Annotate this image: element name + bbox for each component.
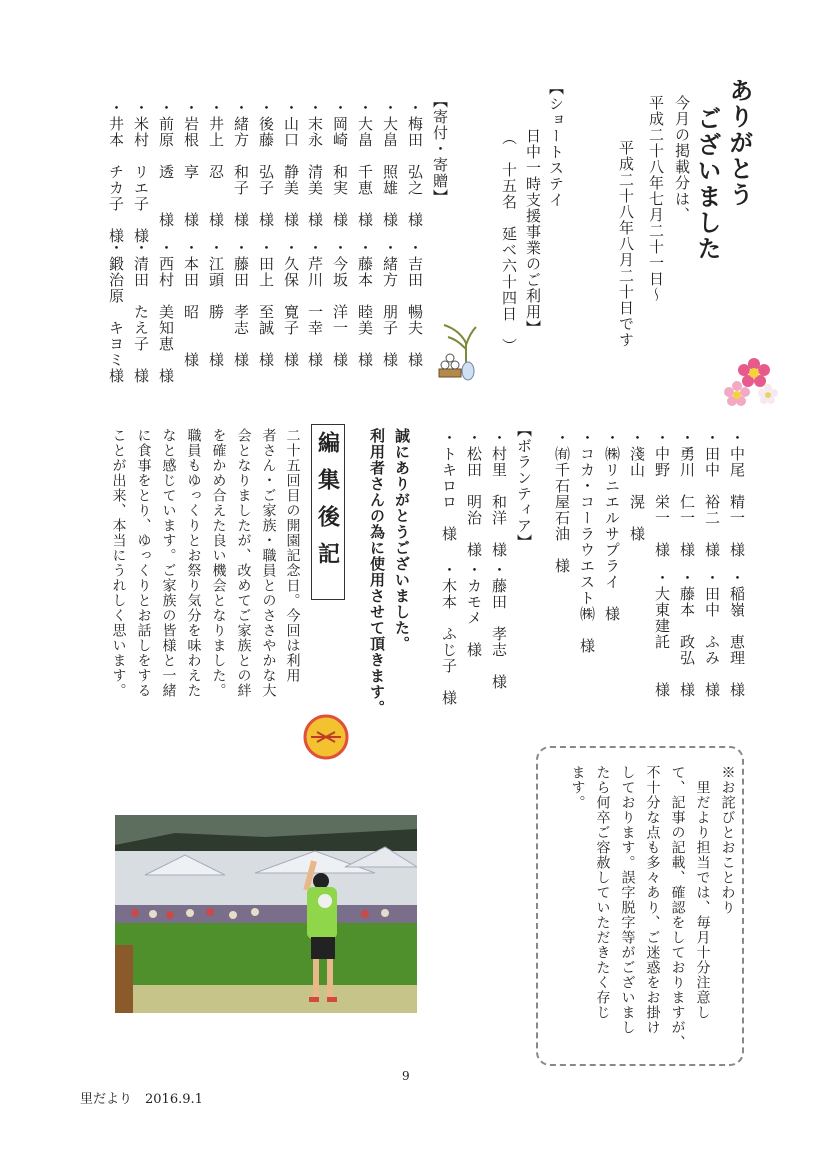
list-item: ・大畠 照雄 様 xyxy=(381,100,399,228)
list-item: ・㈲千石屋石油 様 xyxy=(553,430,571,574)
volunteer-heading: 【ボランティア】 xyxy=(515,422,533,550)
notice-line: 里だより担当では、毎月十分注意し xyxy=(694,765,711,1020)
list-item: ・江頭 勝 様 xyxy=(207,240,225,368)
page-number: 9 xyxy=(402,1069,410,1083)
intro-line: 今月の掲載分は、 xyxy=(673,95,691,223)
notice-line: しております。誤字脱字等がございまし xyxy=(619,765,636,1035)
list-item: ・藤本 政弘 様 xyxy=(678,570,696,698)
intro-line: 平成二十八年七月二十一日～ xyxy=(647,95,665,303)
list-item: ・田中 ふみ 様 xyxy=(703,570,721,698)
notice-line: たら何卒ご容赦していただきたく存じ xyxy=(594,765,611,1020)
short-stay-line: （ 十五名 延べ六十四日 ） xyxy=(500,130,518,354)
editor-line: を確かめ合えた良い機会となりました。 xyxy=(210,428,227,698)
notice-line: ます。 xyxy=(569,765,586,810)
list-item: ・㈱リニエルサプライ 様 xyxy=(603,430,621,622)
list-item: ・藤田 孝志 様 xyxy=(490,562,508,690)
event-photo xyxy=(115,815,417,1013)
list-item: ・清田 たえ子 様 xyxy=(132,240,150,384)
editor-heading-box xyxy=(311,424,345,600)
notice-line: ※お詫びとおことわり xyxy=(719,765,736,915)
list-item: ・田上 至誠 様 xyxy=(257,240,275,368)
notice-line: て、記事の記載、確認をしておりますが、 xyxy=(669,765,686,1050)
intro-line: 平成二十八年八月二十日です xyxy=(617,140,635,348)
footer-text: 里だより 2016.9.1 xyxy=(80,1092,203,1107)
emblem-icon xyxy=(303,714,349,760)
editor-line: ことが出来、本当にうれしく思います。 xyxy=(110,428,127,698)
list-item: ・山口 静美 様 xyxy=(282,100,300,228)
list-item: ・井上 忍 様 xyxy=(207,100,225,228)
list-item: ・岩根 享 様 xyxy=(182,100,200,228)
list-item: ・松田 明治 様 xyxy=(465,430,483,558)
list-item: ・緒方 和子 様 xyxy=(232,100,250,228)
editor-line: に食事をとり、ゆっくりとお話しをする xyxy=(135,428,152,698)
list-item: ・緒方 朋子 様 xyxy=(381,240,399,368)
list-item: ・中野 栄一 様 xyxy=(653,430,671,558)
list-item: ・大東建託 様 xyxy=(653,570,671,698)
list-item: ・勇川 仁一 様 xyxy=(678,430,696,558)
editor-line: 者さん・ご家族・職員とのささやかな大 xyxy=(260,428,277,698)
list-item: ・淺山 滉 様 xyxy=(628,430,646,542)
list-item: ・末永 清美 様 xyxy=(306,100,324,228)
list-item: ・米村 リエ子 様 xyxy=(132,100,150,244)
list-item: ・岡崎 和実 様 xyxy=(331,100,349,228)
notice-line: 不十分な点も多々あり、ご迷惑をお掛け xyxy=(644,765,661,1035)
short-stay-heading: 【ショートステイ xyxy=(547,80,565,208)
list-item: ・カモメ 様 xyxy=(465,562,483,658)
list-item: ・鍛治原 キヨミ様 xyxy=(107,240,125,384)
list-item: ・吉田 暢夫 様 xyxy=(406,240,424,368)
editor-line: 二十五回目の開園記念日。今回は利用 xyxy=(284,428,301,683)
list-item: ・コカ・コーラウエスト㈱ 様 xyxy=(578,430,596,654)
list-item: ・藤本 睦美 様 xyxy=(356,240,374,368)
list-item: ・後藤 弘子 様 xyxy=(257,100,275,228)
list-item: ・木本 ふじ子 様 xyxy=(440,562,458,706)
list-item: ・大畠 千恵 様 xyxy=(356,100,374,228)
list-item: ・村里 和洋 様 xyxy=(490,430,508,558)
editor-line: 会となりましたが、改めてご家族との絆 xyxy=(235,428,252,698)
tsukimi-dango-icon xyxy=(436,323,478,381)
list-item: ・梅田 弘之 様 xyxy=(406,100,424,228)
list-item: ・西村 美知恵 様 xyxy=(157,240,175,384)
list-item: ・久保 寛子 様 xyxy=(282,240,300,368)
list-item: ・中尾 精一 様 xyxy=(728,430,746,558)
page-title-line2: ございました xyxy=(693,106,722,262)
editor-line: なと感じています。ご家族の皆様と一緒 xyxy=(160,428,177,698)
flower-icon xyxy=(722,352,784,412)
donations-heading: 【寄付・寄贈】 xyxy=(431,93,449,205)
editor-heading: 編集後記 xyxy=(314,431,341,579)
thanks-line: 誠にありがとうございました。 xyxy=(393,428,411,652)
list-item: ・稲嶺 恵理 様 xyxy=(728,570,746,698)
list-item: ・藤田 孝志 様 xyxy=(232,240,250,368)
list-item: ・芹川 一幸 様 xyxy=(306,240,324,368)
list-item: ・トキロロ 様 xyxy=(440,430,458,542)
editor-line: 職員もゆっくりとお祭り気分を味わえた xyxy=(185,428,202,698)
list-item: ・本田 昭 様 xyxy=(182,240,200,368)
list-item: ・前原 透 様 xyxy=(157,100,175,228)
list-item: ・今坂 洋一 様 xyxy=(331,240,349,368)
list-item: ・田中 裕二 様 xyxy=(703,430,721,558)
list-item: ・井本 チカ子 様 xyxy=(107,100,125,244)
thanks-line: 利用者さんの為に使用させて頂きます。 xyxy=(368,428,386,716)
short-stay-line: 日中一時支援事業のご利用】 xyxy=(524,128,542,336)
page-title-line1: ありがとう xyxy=(725,78,754,208)
